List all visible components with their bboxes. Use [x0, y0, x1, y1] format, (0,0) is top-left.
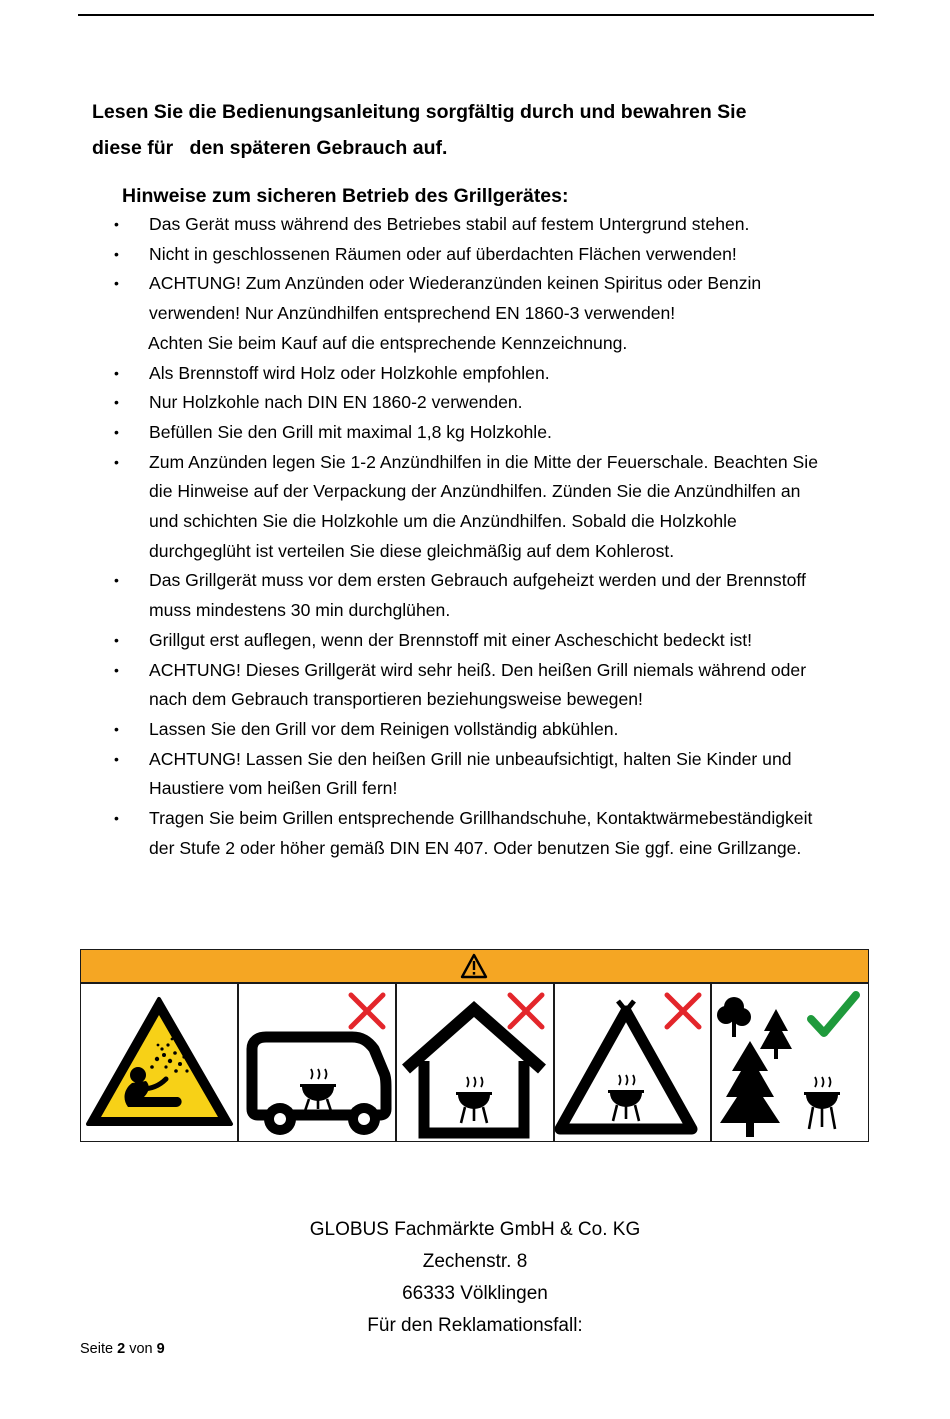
intro-line-2: diese für den späteren Gebrauch auf. [92, 137, 448, 159]
list-item-line: verwenden! Nur Anzündhilfen entsprechend EN 1860-3 verwenden! [149, 303, 676, 324]
intro-notice [92, 94, 872, 166]
bullet-icon: • [114, 750, 119, 767]
list-item [112, 566, 882, 625]
footer-complaint: Für den Reklamationsfall: [367, 1315, 583, 1336]
bullet-icon: • [114, 275, 119, 292]
list-item [112, 359, 882, 389]
list-item-line: ACHTUNG! Dieses Grillgerät wird sehr heiß. Den heißen Grill niemals während oder [149, 659, 807, 680]
footer-company: GLOBUS Fachmärkte GmbH & Co. KG [309, 1219, 641, 1240]
list-item [112, 656, 882, 715]
list-item-line: Achten Sie beim Kauf auf die entsprechende Kennzeichnung. [148, 332, 628, 353]
list-item [112, 745, 882, 804]
list-item-line: muss mindestens 30 min durchglühen. [149, 600, 451, 621]
list-item [112, 269, 882, 358]
section-title: Hinweise zum sicheren Betrieb des Grillgerätes: [122, 185, 569, 207]
list-item-line: durchgeglüht ist verteilen Sie diese gleichmäßig auf dem Kohlerost. [149, 540, 675, 561]
list-item-line: Befüllen Sie den Grill mit maximal 1,8 kg Holzkohle. [149, 421, 552, 442]
bullet-icon: • [114, 423, 119, 440]
list-item-line: Lassen Sie den Grill vor dem Reinigen vollständig abkühlen. [149, 718, 619, 739]
list-item-line: nach dem Gebrauch transportieren beziehungsweise bewegen! [149, 689, 643, 710]
footer-address [0, 1214, 950, 1342]
list-item-line: ACHTUNG! Zum Anzünden oder Wiederanzünden keinen Spiritus oder Benzin [149, 273, 762, 294]
list-item-line: Das Grillgerät muss vor dem ersten Gebrauch aufgeheizt werden und der Brennstoff [149, 570, 806, 591]
safety-instructions-list [112, 210, 882, 863]
page-total: 9 [156, 1341, 165, 1357]
bullet-icon: • [114, 364, 119, 381]
list-item-line: und schichten Sie die Holzkohle um die Anzündhilfen. Sobald die Holzkohle [149, 511, 737, 532]
list-item [112, 210, 882, 240]
list-item-line: Grillgut erst auflegen, wenn der Brennstoff mit einer Ascheschicht bedeckt ist! [149, 629, 753, 650]
bullet-icon: • [114, 720, 119, 737]
list-item-line: die Hinweise auf der Verpackung der Anzündhilfen. Zünden Sie die Anzündhilfen an [149, 481, 801, 502]
page-prefix: Seite [80, 1341, 114, 1357]
bullet-icon: • [114, 810, 119, 827]
page-number [80, 1341, 165, 1357]
list-item-line: Nur Holzkohle nach DIN EN 1860-2 verwenden. [149, 392, 523, 413]
list-item [112, 418, 882, 448]
footer-city: 66333 Völklingen [402, 1283, 548, 1304]
bullet-icon: • [114, 245, 119, 262]
list-item-line: ACHTUNG! Lassen Sie den heißen Grill nie unbeaufsichtigt, halten Sie Kinder und [149, 748, 792, 769]
list-item [112, 804, 882, 863]
list-item [112, 715, 882, 745]
list-item-line: Als Brennstoff wird Holz oder Holzkohle empfohlen. [149, 362, 550, 383]
list-item-line: Zum Anzünden legen Sie 1-2 Anzündhilfen in die Mitte der Feuerschale. Beachten Sie [149, 451, 818, 472]
list-item [112, 626, 882, 656]
header-rule [78, 14, 874, 16]
list-item [112, 240, 882, 270]
list-item-line: der Stufe 2 oder höher gemäß DIN EN 407. Oder benutzen Sie ggf. eine Grillzange. [149, 837, 802, 858]
bullet-icon: • [114, 453, 119, 470]
page-current: 2 [117, 1341, 126, 1357]
list-item [112, 448, 882, 567]
bullet-icon: • [114, 572, 119, 589]
list-item-line: Haustiere vom heißen Grill fern! [149, 778, 398, 799]
pictogram-strip [80, 949, 869, 1142]
list-item [112, 388, 882, 418]
list-item-line: Tragen Sie beim Grillen entsprechende Grillhandschuhe, Kontaktwärmebeständigkeit [149, 808, 813, 829]
footer-street: Zechenstr. 8 [422, 1251, 528, 1272]
bullet-icon: • [114, 631, 119, 648]
intro-line-1: Lesen Sie die Bedienungsanleitung sorgfältig durch und bewahren Sie [92, 101, 747, 123]
page-separator: von [129, 1341, 153, 1357]
bullet-icon: • [114, 661, 119, 678]
list-item-line: Nicht in geschlossenen Räumen oder auf überdachten Flächen verwenden! [149, 243, 737, 264]
list-item-line: Das Gerät muss während des Betriebes stabil auf festem Untergrund stehen. [149, 214, 750, 234]
bullet-icon: • [114, 394, 119, 411]
bullet-icon: • [114, 216, 119, 232]
